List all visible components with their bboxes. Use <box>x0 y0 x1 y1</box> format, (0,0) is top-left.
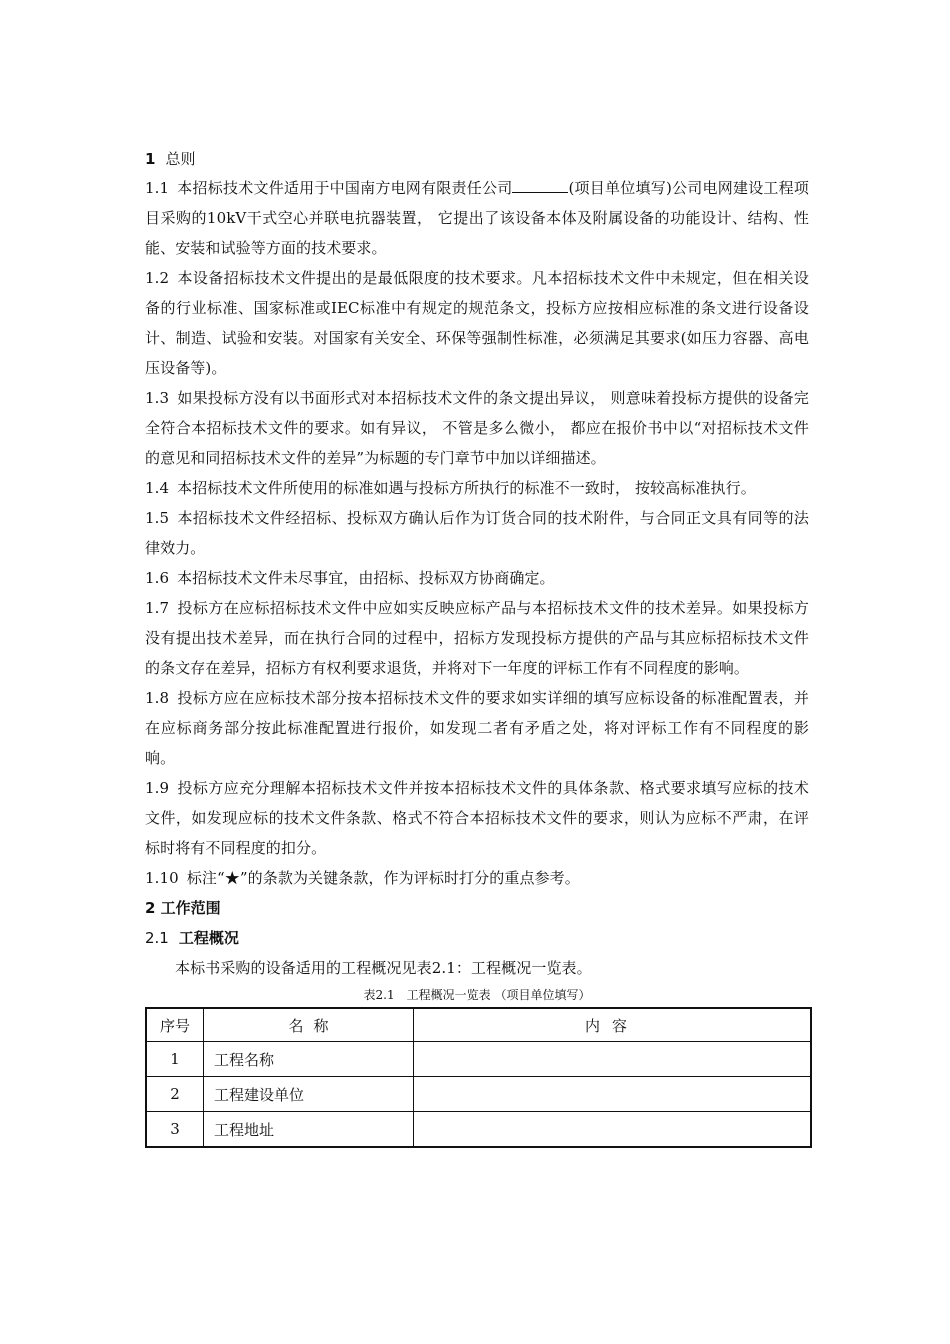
cell-content <box>414 1077 812 1112</box>
cell-content <box>414 1112 812 1148</box>
header-no: 序号 <box>146 1008 204 1042</box>
cell-name: 工程地址 <box>204 1112 414 1148</box>
cell-content <box>414 1042 812 1077</box>
clause-text-post: (项目单位填写)公司电网建设工程项目采购的10kV干式空心并联电抗器装置， 它提出了该设备本体及附属设备的功能设计、结构、性能、安装和试验等方面的技术要求。 <box>145 179 810 257</box>
clause-1-4 <box>145 473 809 503</box>
section-1-heading <box>145 147 809 171</box>
clause-text: 投标方应充分理解本招标技术文件并按本招标技术文件的具体条款、格式要求填写应标的技术文件，如发现应标的技术文件条款、格式不符合本招标技术文件的要求，则认为应标不严肃，在评标时将有不同程度的扣分。 <box>145 779 809 857</box>
header-content: 内容 <box>414 1008 812 1042</box>
clause-number: 1.3 <box>145 389 170 407</box>
clause-1-1 <box>145 173 809 263</box>
clause-text: 如果投标方没有以书面形式对本招标技术文件的条文提出异议， 则意味着投标方提供的设备完全符合本招标技术文件的要求。如有异议， 不管是多么微小， 都应在报价书中以“对招标技术文件的意见和同招标技术文件的差异”为标题的专门章节中加以详细描述。 <box>145 389 809 467</box>
clause-1-6 <box>145 563 809 593</box>
clause-number: 1.8 <box>145 689 170 707</box>
clause-number: 1.6 <box>145 569 170 587</box>
clause-1-9 <box>145 773 809 863</box>
clause-text: 本设备招标技术文件提出的是最低限度的技术要求。凡本招标技术文件中未规定，但在相关设备的行业标准、国家标准或IEC标准中有规定的规范条文，投标方应按相应标准的条文进行设备设计、制造、试验和安装。对国家有关安全、环保等强制性标准，必须满足其要求(如压力容器、高电压设备等)。 <box>145 269 809 377</box>
section-2-heading: 2 工作范围 <box>145 899 221 917</box>
fill-in-blank <box>512 178 568 193</box>
clause-text: 本招标技术文件经招标、投标双方确认后作为订货合同的技术附件，与合同正文具有同等的法律效力。 <box>145 509 809 557</box>
section-2-1-heading <box>145 923 809 953</box>
clause-number: 1.1 <box>145 179 170 197</box>
cell-no: 2 <box>146 1077 204 1112</box>
clause-text-pre: 本招标技术文件适用于中国南方电网有限责任公司 <box>177 179 513 197</box>
clause-text: 投标方应在应标技术部分按本招标技术文件的要求如实详细的填写应标设备的标准配置表，并在应标商务部分按此标准配置进行报价，如发现二者有矛盾之处，将对评标工作有不同程度的影响。 <box>145 689 809 767</box>
clause-number: 1.2 <box>145 269 170 287</box>
clause-text: 标注“★”的条款为关键条款，作为评标时打分的重点参考。 <box>186 869 580 887</box>
table-row <box>146 1112 811 1148</box>
table-row <box>146 1042 811 1077</box>
cell-name: 工程建设单位 <box>204 1077 414 1112</box>
section-number: 2.1 <box>145 929 169 947</box>
clause-number: 1.5 <box>145 509 170 527</box>
cell-no: 3 <box>146 1112 204 1148</box>
clause-number: 1.7 <box>145 599 170 617</box>
clause-text: 本招标技术文件所使用的标准如遇与投标方所执行的标准不一致时， 按较高标准执行。 <box>177 479 756 497</box>
section-number: 1 <box>145 150 156 168</box>
clause-text: 本招标技术文件未尽事宜，由招标、投标双方协商确定。 <box>177 569 555 587</box>
clause-number: 1.9 <box>145 779 170 797</box>
clause-1-3 <box>145 383 809 473</box>
table-caption: 表2.1 工程概况一览表 （项目单位填写） <box>363 988 591 1002</box>
cell-no: 1 <box>146 1042 204 1077</box>
intro-paragraph: 本标书采购的设备适用的工程概况见表2.1：工程概况一览表。 <box>175 959 592 977</box>
clause-1-10 <box>145 863 809 893</box>
table-row <box>146 1077 811 1112</box>
section-title: 总则 <box>165 150 196 168</box>
clause-1-2 <box>145 263 809 383</box>
clause-text: 投标方在应标招标技术文件中应如实反映应标产品与本招标技术文件的技术差异。如果投标方没有提出技术差异，而在执行合同的过程中，招标方发现投标方提供的产品与其应标招标技术文件的条文存在差异，招标方有权利要求退货，并将对下一年度的评标工作有不同程度的影响。 <box>145 599 809 677</box>
document-page <box>145 147 809 1148</box>
clause-number: 1.4 <box>145 479 170 497</box>
table-header-row <box>146 1008 811 1042</box>
clause-1-8 <box>145 683 809 773</box>
clause-number: 1.10 <box>145 869 179 887</box>
section-title: 工程概况 <box>178 929 239 947</box>
header-name: 名称 <box>204 1008 414 1042</box>
clause-1-5 <box>145 503 809 563</box>
cell-name: 工程名称 <box>204 1042 414 1077</box>
project-overview-table <box>145 1007 812 1148</box>
clause-1-7 <box>145 593 809 683</box>
